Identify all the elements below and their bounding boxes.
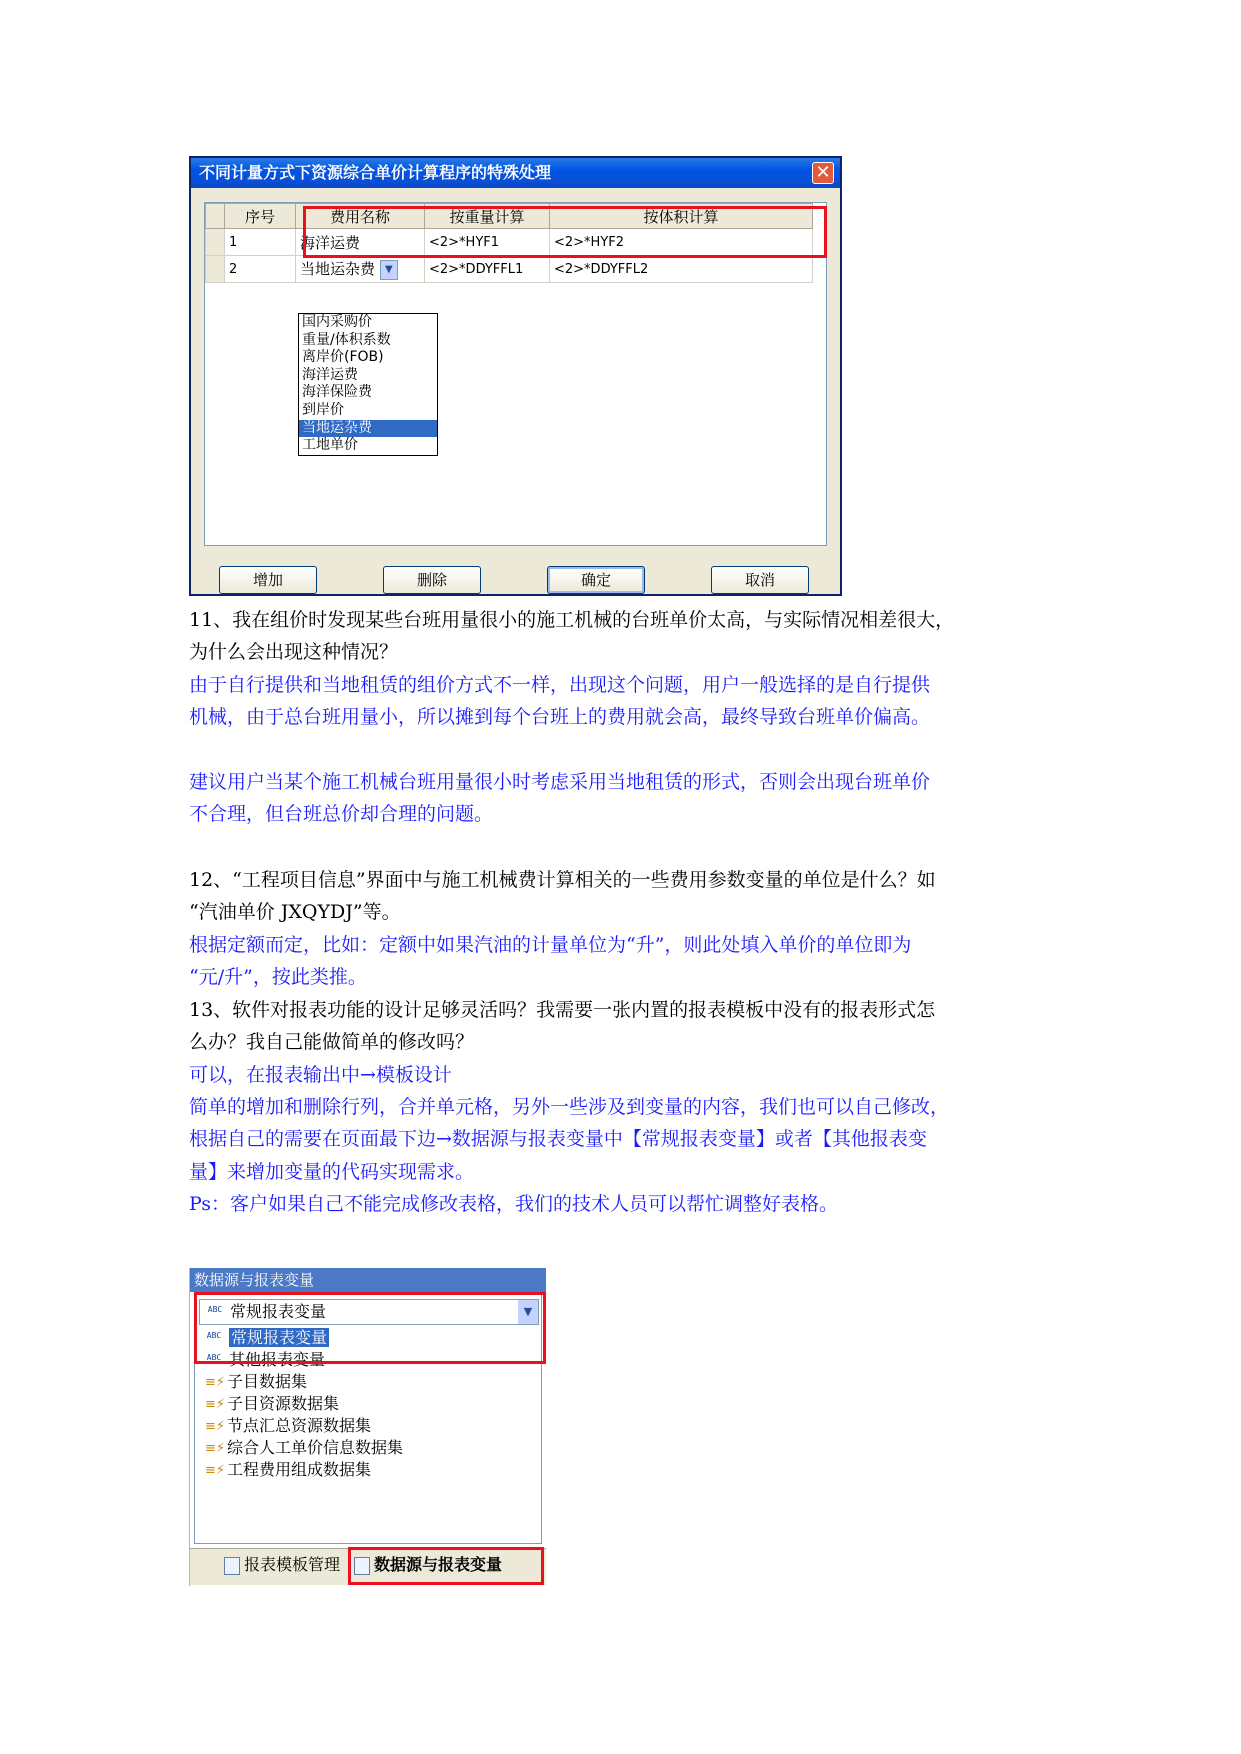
tab-label: 报表模板管理 [244,1555,341,1574]
dataset-icon: ≡⚡ [205,1440,226,1456]
list-item[interactable] [199,1393,499,1415]
highlight-box [348,1547,544,1585]
cell-no[interactable]: 1 [225,229,296,256]
add-button[interactable]: 增加 [219,566,317,594]
cell-volume[interactable]: <2>*HYF2 [550,229,813,256]
dataset-icon: ≡⚡ [205,1374,226,1390]
question-13-line2: 么办？我自己能做简单的修改吗？ [189,1031,475,1053]
question-11-line2: 为什么会出现这种情况？ [189,641,399,663]
dropdown-option-selected[interactable]: 当地运杂费 [299,420,437,438]
dataset-icon: ≡⚡ [205,1462,226,1478]
dropdown-option[interactable]: 国内采购价 [302,314,372,330]
abc-variable-icon: ABC [206,1352,222,1362]
dropdown-option[interactable]: 海洋保险费 [302,384,372,401]
list-item[interactable] [199,1437,499,1459]
cell-name[interactable]: 海洋运费 [296,229,425,256]
abc-variable-icon: ABC [206,1330,222,1340]
list-item[interactable] [199,1415,499,1437]
dataset-label: 子目资源数据集 [227,1394,340,1413]
answer-13-line5: Ps：客户如果自己不能完成修改表格，我们的技术人员可以帮忙调整好表格。 [189,1193,839,1215]
question-11-line1: 11、我在组价时发现某些台班用量很小的施工机械的台班单价太高，与实际情况相差很大， [189,609,955,631]
question-12-line1: 12、“工程项目信息”界面中与施工机械费计算相关的一些费用参数变量的单位是什么？如 [189,869,936,891]
answer-13-line4: 量】来增加变量的代码实现需求。 [189,1161,475,1183]
col-header-volume[interactable]: 按体积计算 [550,204,813,229]
dropdown-option[interactable]: 重量/体积系数 [302,331,391,348]
cost-name-dropdown [298,313,438,456]
dropdown-option[interactable]: 海洋运费 [302,366,358,383]
panel-title: 数据源与报表变量 [190,1268,546,1292]
dropdown-option[interactable]: 工地单价 [302,437,358,454]
dataset-label: 工程费用组成数据集 [227,1460,372,1479]
dataset-label: 综合人工单价信息数据集 [227,1438,404,1457]
dropdown-option[interactable]: 到岸价 [302,401,344,418]
option-label: 其他报表变量 [229,1350,326,1369]
table-row[interactable] [206,256,813,283]
cell-no[interactable]: 2 [225,256,296,283]
answer-11-line4: 不合理，但台班总价却合理的问题。 [189,803,494,825]
highlight-box [303,206,827,258]
datasource-panel [189,1268,545,1586]
answer-13-line3: 根据自己的需要在页面最下边→数据源与报表变量中【常规报表变量】或者【其他报表变 [189,1128,927,1150]
dropdown-option[interactable]: 离岸价(FOB) [302,349,384,366]
cell-name-combo[interactable] [296,256,425,283]
cancel-button[interactable]: 取消 [711,566,809,594]
col-header-weight[interactable]: 按重量计算 [425,204,550,229]
close-icon[interactable]: ✕ [812,162,834,184]
highlight-box [194,1292,546,1364]
question-12-line2: “汽油单价 JXQYDJ”等。 [189,901,401,923]
answer-12-line1: 根据定额而定，比如：定额中如果汽油的计量单位为“升”，则此处填入单价的单位即为 [189,934,912,956]
answer-11-line3: 建议用户当某个施工机械台班用量很小时考虑采用当地租赁的形式，否则会出现台班单价 [189,771,931,793]
row-header-corner [206,204,225,229]
answer-12-line2: “元/升”，按此类推。 [189,966,367,988]
list-item[interactable] [199,1459,499,1481]
chevron-down-icon[interactable]: ▼ [380,260,398,280]
dataset-label: 节点汇总资源数据集 [227,1416,372,1435]
select-value: 常规报表变量 [230,1302,327,1321]
cell-weight[interactable]: <2>*HYF1 [425,229,550,256]
dataset-icon: ≡⚡ [205,1418,226,1434]
dataset-label: 子目数据集 [227,1372,308,1391]
row-header[interactable] [206,256,225,283]
dataset-icon: ≡⚡ [205,1396,226,1412]
col-header-no[interactable]: 序号 [225,204,296,229]
answer-11-line1: 由于自行提供和当地租赁的组价方式不一样，出现这个问题，用户一般选择的是自行提供 [189,674,931,696]
combo-value: 当地运杂费 [300,260,376,279]
list-item[interactable] [199,1371,499,1393]
col-header-name[interactable]: 费用名称 [296,204,425,229]
cost-calc-dialog [189,156,842,596]
cell-volume[interactable]: <2>*DDYFFL2 [550,256,813,283]
tab-label: 数据源与报表变量 [374,1555,503,1574]
answer-13-line1: 可以，在报表输出中→模板设计 [189,1064,452,1086]
option-label: 常规报表变量 [231,1328,328,1347]
question-13-line1: 13、软件对报表功能的设计足够灵活吗？我需要一张内置的报表模板中没有的报表形式怎 [189,999,936,1021]
dialog-title: 不同计量方式下资源综合单价计算程序的特殊处理 [191,158,840,188]
document-icon [224,1557,240,1575]
tab-template-manager[interactable] [224,1551,340,1579]
chevron-down-icon[interactable]: ▼ [518,1300,538,1324]
answer-13-line2: 简单的增加和删除行列，合并单元格，另外一些涉及到变量的内容，我们也可以自己修改， [189,1096,950,1118]
answer-11-line2: 机械，由于总台班用量小，所以摊到每个台班上的费用就会高，最终导致台班单价偏高。 [189,706,931,728]
abc-variable-icon: ABC [207,1304,223,1314]
ok-button[interactable]: 确定 [547,566,645,594]
delete-button[interactable]: 删除 [383,566,481,594]
row-header[interactable] [206,229,225,256]
cell-weight[interactable]: <2>*DDYFFL1 [425,256,550,283]
